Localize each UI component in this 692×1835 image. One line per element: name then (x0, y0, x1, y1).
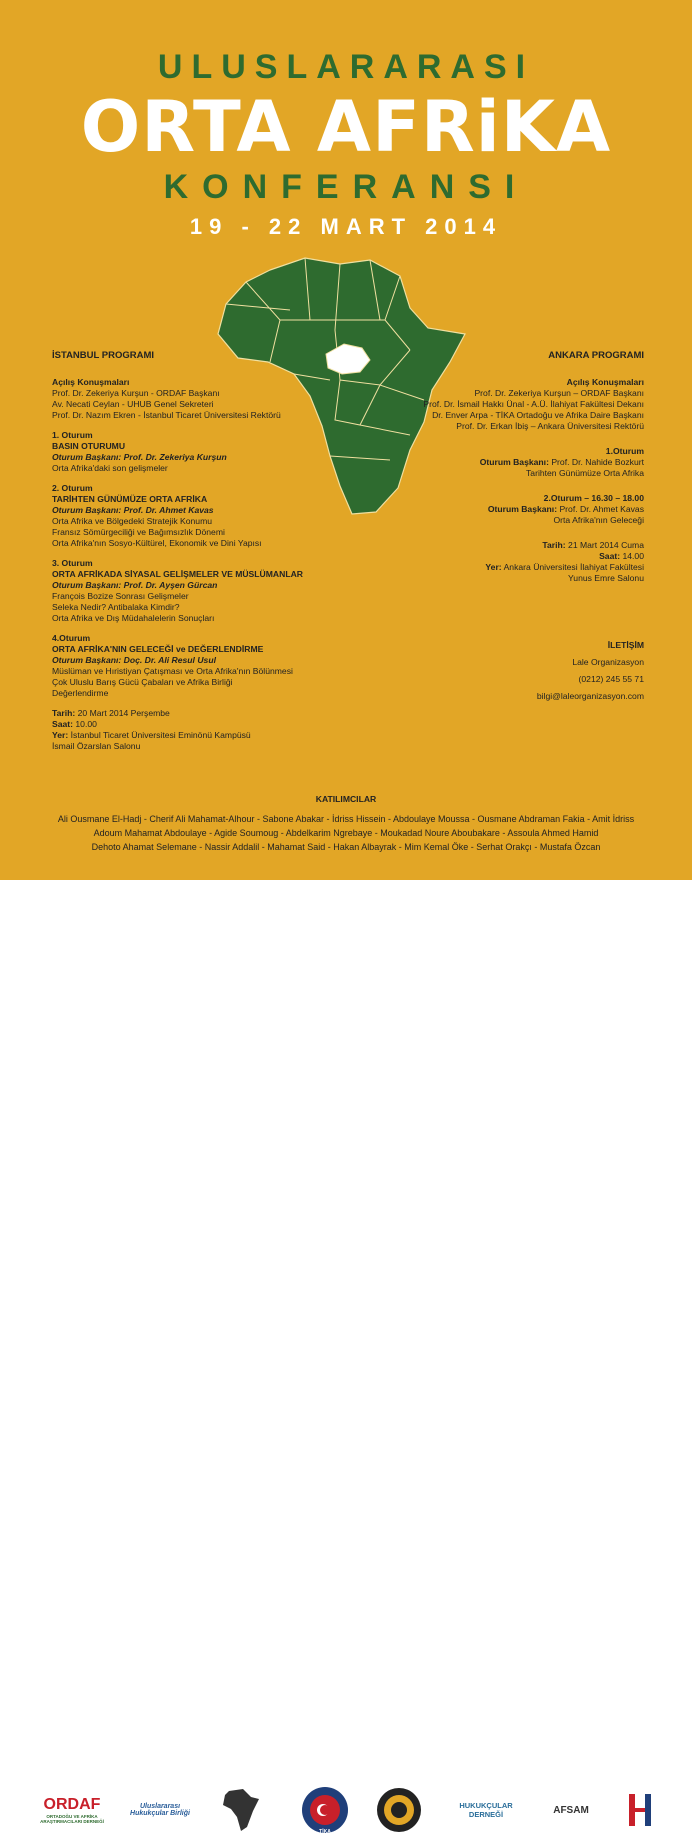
place-value: Ankara Üniversitesi İlahiyat Fakültesi (503, 562, 644, 572)
title-line-3: KONFERANSI (163, 168, 529, 206)
conference-dates: 19 - 22 MART 2014 (189, 214, 503, 239)
date-label: Tarih: (52, 708, 76, 718)
session-item: Fransız Sömürgeciliği ve Bağımsızlık Dönemi (52, 527, 225, 537)
tika-emblem-icon (301, 1786, 349, 1834)
contact-email[interactable]: bilgi@laleorganizasyon.com (536, 691, 644, 701)
date-value: 20 Mart 2014 Perşembe (77, 708, 170, 718)
session-chair: Oturum Başkanı: Doç. Dr. Ali Resul Usul (52, 655, 216, 665)
time-value: 14.00 (622, 551, 644, 561)
session-item: Müslüman ve Hıristiyan Çatışması ve Orta Afrika'nın Bölünmesi (52, 666, 293, 676)
session-item: Seleka Nedir? Antibalaka Kimdir? (52, 602, 180, 612)
session-title: BASIN OTURUMU (52, 441, 126, 451)
opening-item: Prof. Dr. Erkan İbiş – Ankara Üniversitesi Rektörü (456, 421, 644, 431)
session-title: ORTA AFRİKADA SİYASAL GELİŞMELER VE MÜSLÜMANLAR (52, 569, 303, 579)
istanbul-program (52, 350, 352, 752)
lale-org-logo (620, 1785, 660, 1835)
title-line-2: ORTA AFRiKA (80, 86, 612, 168)
participants (40, 792, 652, 854)
ankara-heading: ANKARA PROGRAMI (548, 350, 644, 361)
session-title: TARİHTEN GÜNÜMÜZE ORTA AFRİKA (52, 494, 208, 504)
session-number: 2. Oturum (52, 483, 93, 493)
lale-logo-icon (627, 1790, 653, 1830)
session-item: Orta Afrika'nın Sosyo-Kültürel, Ekonomik ve Dini Yapısı (52, 538, 262, 548)
opening-item: Dr. Enver Arpa - TİKA Ortadoğu ve Afrika Daire Başkanı (432, 410, 644, 420)
ordaf-logo (32, 1785, 112, 1835)
session-number: 2.Oturum – 16.30 – 18.00 (543, 493, 644, 503)
chair-label: Oturum Başkanı: (479, 457, 549, 467)
session-topic: Orta Afrika'nın Geleceği (553, 515, 644, 525)
session-item: Orta Afrika'daki son gelişmeler (52, 463, 168, 473)
round-seal-logo (372, 1785, 426, 1835)
date-value: 21 Mart 2014 Cuma (568, 540, 644, 550)
ordaf-logo-subtext: ORTADOĞU VE AFRİKA ARAŞTIRMACILARI DERNEĞİ (40, 1814, 104, 1824)
session-chair: Oturum Başkanı: Prof. Dr. Zekeriya Kurşun (52, 452, 227, 462)
uhub-logo: Uluslararası Hukukçular Birliği (130, 1803, 190, 1817)
session-title: ORTA AFRİKA'NIN GELECEĞİ ve DEĞERLENDİRME (52, 644, 264, 654)
place-value: İstanbul Ticaret Üniversitesi Eminönü Kampüsü (70, 730, 251, 740)
session-item: Değerlendirme (52, 688, 109, 698)
chair-label: Oturum Başkanı: (487, 504, 558, 514)
opening-title: Açılış Konuşmaları (566, 377, 644, 387)
hukukcular-logo: HUKUKÇULAR DERNEĞİ (459, 1801, 513, 1819)
date-label: Tarih: (542, 540, 566, 550)
opening-item: Prof. Dr. Zekeriya Kurşun – ORDAF Başkanı (474, 388, 644, 398)
session-item: Çok Uluslu Barış Gücü Çabaları ve Afrika Birliği (52, 677, 233, 687)
place-value-2: Yunus Emre Salonu (568, 573, 644, 583)
opening-item: Prof. Dr. İsmail Hakkı Ünal - A.Ü. İlahiyat Fakültesi Dekanı (423, 399, 644, 409)
tika-logo-text: TİKA (319, 1829, 331, 1835)
session-item: François Bozize Sonrası Gelişmeler (52, 591, 189, 601)
participants-line: Ali Ousmane El-Hadj - Cherif Ali Mahamat-Alhour - Sabone Abakar - İdriss Hissein - Abdoulaye Moussa - Ousmane Abdraman Fakia - Amit İdriss (57, 814, 635, 824)
session-topic: Tarihten Günümüze Orta Afrika (526, 468, 644, 478)
contact-phone: (0212) 245 55 71 (578, 674, 644, 684)
ankara-program (370, 350, 644, 702)
africa-logo (216, 1785, 266, 1835)
opening-item: Av. Necati Ceylan - UHUB Genel Sekreteri (52, 399, 214, 409)
place-label: Yer: (52, 730, 69, 740)
poster (0, 0, 692, 880)
contact-heading: İLETİŞİM (607, 640, 644, 650)
title-line-1: ULUSLARARASI (157, 48, 535, 86)
session-chair: Oturum Başkanı: Prof. Dr. Ahmet Kavas (52, 505, 214, 515)
sponsor-footer (0, 880, 692, 1835)
session-number: 1.Oturum (605, 446, 644, 456)
africa-logo-icon (221, 1787, 261, 1833)
time-value: 10.00 (75, 719, 97, 729)
opening-title: Açılış Konuşmaları (52, 377, 130, 387)
session-item: Orta Afrika ve Dış Müdahalelerin Sonuçları (52, 613, 215, 623)
chair-value: Prof. Dr. Ahmet Kavas (559, 504, 644, 514)
opening-item: Prof. Dr. Nazım Ekren - İstanbul Ticaret Üniversitesi Rektörü (52, 410, 281, 420)
session-number: 1. Oturum (52, 430, 93, 440)
time-label: Saat: (52, 719, 74, 729)
session-number: 4.Oturum (52, 633, 91, 643)
chair-value: Prof. Dr. Nahide Bozkurt (551, 457, 644, 467)
opening-item: Prof. Dr. Zekeriya Kurşun - ORDAF Başkanı (52, 388, 220, 398)
tika-logo (296, 1785, 354, 1835)
place-value-2: İsmail Özarslan Salonu (52, 741, 141, 751)
contact-org: Lale Organizasyon (572, 657, 644, 667)
time-label: Saat: (599, 551, 621, 561)
istanbul-heading: İSTANBUL PROGRAMI (52, 350, 155, 361)
participants-line: Dehoto Ahamat Selemane - Nassir Addalil - Mahamat Said - Hakan Albayrak - Mim Kemal Öke - Serhat Orakçı - Mustafa Özcan (91, 842, 601, 852)
session-chair: Oturum Başkanı: Prof. Dr. Ayşen Gürcan (52, 580, 218, 590)
participants-line: Adoum Mahamat Abdoulaye - Agide Soumoug - Abdelkarim Ngrebaye - Moukadad Noure Aboubakare - Assoula Ahmed Hamid (93, 828, 599, 838)
ordaf-logo-text: ORDAF (43, 1796, 101, 1813)
session-item: Orta Afrika ve Bölgedeki Stratejik Konumu (52, 516, 213, 526)
place-label: Yer: (485, 562, 502, 572)
participants-heading: KATILIMCILAR (315, 794, 377, 804)
afsam-logo: AFSAM (553, 1804, 589, 1816)
session-number: 3. Oturum (52, 558, 93, 568)
seal-icon (376, 1787, 422, 1833)
